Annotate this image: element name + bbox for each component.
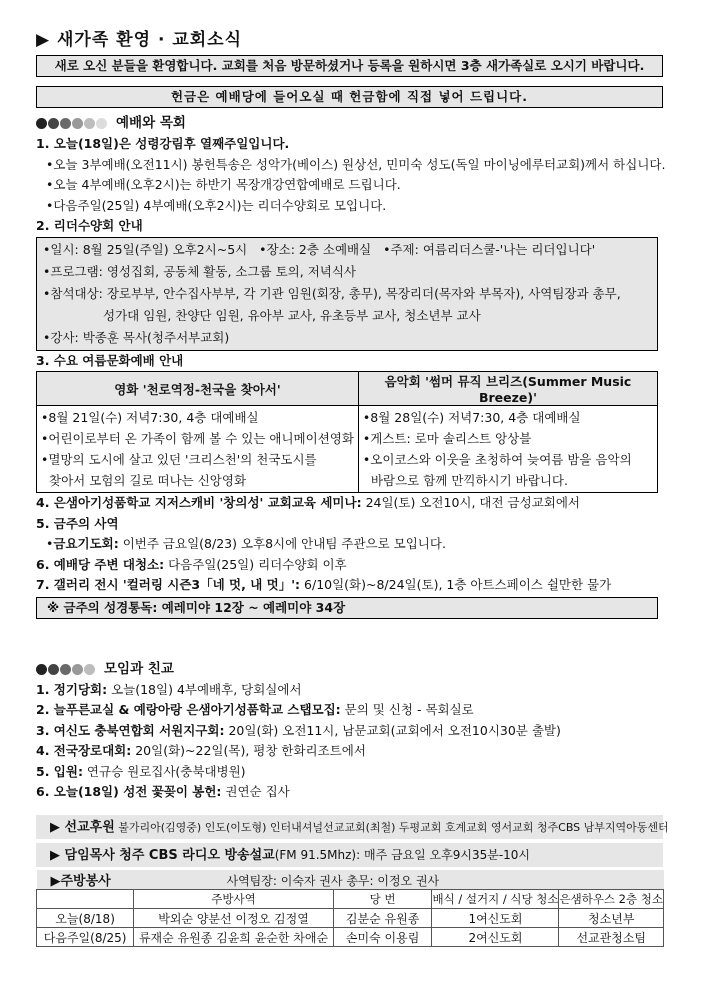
worship-item-2: 2. 리더수양회 안내 xyxy=(36,218,143,233)
worship-item-7: 7. 갤러리 전시 '컬러링 시즌3「네 멋, 내 멋」': 6/10일(화)~8/24일(토), 1층 아트스페이스 쉴만한 물가 xyxy=(36,577,612,592)
fellowship-item: 3. 여신도 충북연합회 서원지구회: 20일(화) 오전11시, 남문교회(교회에서 오전10시30분 출발) xyxy=(36,722,561,738)
bible-reading-box: ※ 금주의 성경통독: 예레미야 12장 ~ 예레미야 34장 xyxy=(36,597,658,619)
fellowship-item: 6. 오늘(18일) 성전 꽃꽂이 봉헌: 권연순 집사 xyxy=(36,784,290,799)
worship-item-4: 4. 은샘아기성품학교 지저스캐비 '창의성' 교회교육 세미나: 24일(토) 오전10시, 대전 금성교회에서 xyxy=(36,495,581,510)
retreat-program: 프로그램: 영성집회, 공동체 활동, 소그룹 토의, 저녁식사 xyxy=(50,263,356,279)
worship-bullet: •오늘 3부예배(오전11시) 봉헌특송은 성악가(베이스) 원상선, 민미숙 성도(독일 마이닝에루터교회)께서 하십니다. xyxy=(46,156,666,172)
worship-section-heading xyxy=(36,113,663,134)
table-row: 오늘(8/18) 박외순 양분선 이정오 김정열 김분순 유원종 1여신도회 청소년부 xyxy=(37,909,664,928)
movie-header: 영화 '천로역정-천국을 찾아서' xyxy=(37,372,359,406)
fellowship-section-heading xyxy=(36,659,663,680)
radio-sermon-band xyxy=(36,843,663,867)
mission-list: 불가리아(김영중) 인도(이도형) 인터내셔널선교교회(최철) 두평교회 호계교회 영서교회 청주CBS 남부지역아동센터 xyxy=(114,820,669,834)
mission-support-band xyxy=(36,815,669,839)
retreat-info-box: •일시: 8월 25일(주일) 오후2시~5시 •장소: 2층 소예배실 •주제: 여름리더스쿨-'나는 리더입니다' •프로그램: 영성집회, 공동체 활동, 소그룹 토의, 저녁식사 •참석대상: 장로부부, 안수집사부부, 각 기관 임원(회장, 총무), 목장리더(목자와 부목자), 사역팀장과 총무, 성가대 임원, 찬양단 임원, 유아부 교사, 유초등부 교사, 청소년부 교사 •강사: 박종훈 목사(청주서부교회) xyxy=(36,237,658,351)
worship-heading-text: 예배와 목회 xyxy=(116,115,186,131)
worship-bullet: •오늘 4부예배(오후2시)는 하반기 목장개강연합예배로 드립니다. xyxy=(46,177,401,192)
fellowship-item: 5. 입원: 연규승 원로집사(충북대병원) xyxy=(36,763,246,779)
worship-item-5-bullet: •금요기도회: 이번주 금요일(8/23) 오후8시에 안내팀 주관으로 모입니다. xyxy=(46,536,446,551)
worship-item-6: 6. 예배당 주변 대청소: 다음주일(25일) 리더수양회 이후 xyxy=(36,556,347,572)
retreat-date: 일시: 8월 25일(주일) 오후2시~5시 xyxy=(50,241,248,257)
retreat-speaker: 강사: 박종훈 목사(청주서부교회) xyxy=(50,329,230,345)
retreat-theme: 주제: 여름리더스쿨-'나는 리더입니다' xyxy=(390,241,596,257)
offering-notice: 헌금은 예배당에 들어오실 때 헌금함에 직접 넣어 드립니다. xyxy=(36,86,663,108)
dots-decoration-icon xyxy=(36,664,96,675)
kitchen-leaders: 사역팀장: 이숙자 권사 총무: 이정오 권사 xyxy=(226,873,440,888)
fellowship-item: 1. 정기당회: 오늘(18일) 4부예배후, 당회실에서 xyxy=(36,681,302,697)
movie-details: •8월 21일(수) 저녁7:30, 4층 대예배실 •어린이로부터 온 가족이 함께 볼 수 있는 애니메이션영화 •멸망의 도시에 살고 있던 '크리스천'의 천국도시를 찾아서 모험의 길로 떠나는 신앙영화 xyxy=(37,406,359,493)
worship-bullet: •다음주일(25일) 4부예배(오후2시)는 리더수양회로 모입니다. xyxy=(46,197,387,213)
retreat-targets: 참석대상: 장로부부, 안수집사부부, 각 기관 임원(회장, 총무), 목장리더(목자와 부목자), 사역팀장과 총무, xyxy=(50,285,621,301)
concert-header: 음악회 '썸머 뮤직 브리즈(Summer Music Breeze)' xyxy=(358,372,657,406)
fellowship-item: 2. 늘푸른교실 & 예랑아랑 은샘아기성품학교 스탭모집: 문의 및 신청 - 목회실로 xyxy=(36,702,474,717)
radio-schedule: (FM 91.5Mhz): 매주 금요일 오후9시35분-10시 xyxy=(274,847,531,862)
fellowship-item: 4. 전국장로대회: 20일(화)~22일(목), 평창 한화리조트에서 xyxy=(36,743,366,758)
culture-worship-table xyxy=(36,371,658,493)
table-header-row: 주방사역 당 번 배식 / 설거지 / 식당 청소 은샘하우스 2층 청소 xyxy=(37,890,664,909)
kitchen-service-table xyxy=(36,870,664,948)
retreat-place: 장소: 2층 소예배실 xyxy=(266,241,372,257)
page-title: ▶ 새가족 환영 · 교회소식 xyxy=(36,30,243,50)
concert-details: •8월 28일(수) 저녁7:30, 4층 대예배실 •게스트: 로마 솔리스트 앙상블 •오이코스와 이웃을 초청하여 늦여름 밤을 음악의 바람으로 함께 만끽하시기 바랍니다. xyxy=(358,406,657,493)
dots-decoration-icon xyxy=(36,118,108,129)
worship-item-5: 5. 금주의 사역 xyxy=(36,515,119,531)
kitchen-title: ▶주방봉사 xyxy=(50,873,111,889)
radio-lead: ▶ 담임목사 청주 CBS 라디오 방송설교 xyxy=(50,847,275,863)
table-row: 다음주일(8/25) 류재순 유원종 김윤희 윤순한 차애순 손미숙 이용림 2여신도회 선교관청소팀 xyxy=(37,928,664,947)
retreat-targets-cont: 성가대 임원, 찬양단 임원, 유아부 교사, 유초등부 교사, 청소년부 교사 xyxy=(103,307,481,323)
worship-item-1: 1. 오늘(18일)은 성령강림후 열째주일입니다. xyxy=(36,136,290,151)
mission-lead: ▶ 선교후원 xyxy=(50,819,115,835)
worship-item-3: 3. 수요 여름문화예배 안내 xyxy=(36,352,184,368)
welcome-notice: 새로 오신 분들을 환영합니다. 교회를 처음 방문하셨거나 등록을 원하시면 3층 새가족실로 오시기 바랍니다. xyxy=(36,55,663,77)
fellowship-heading-text: 모임과 친교 xyxy=(104,660,174,677)
